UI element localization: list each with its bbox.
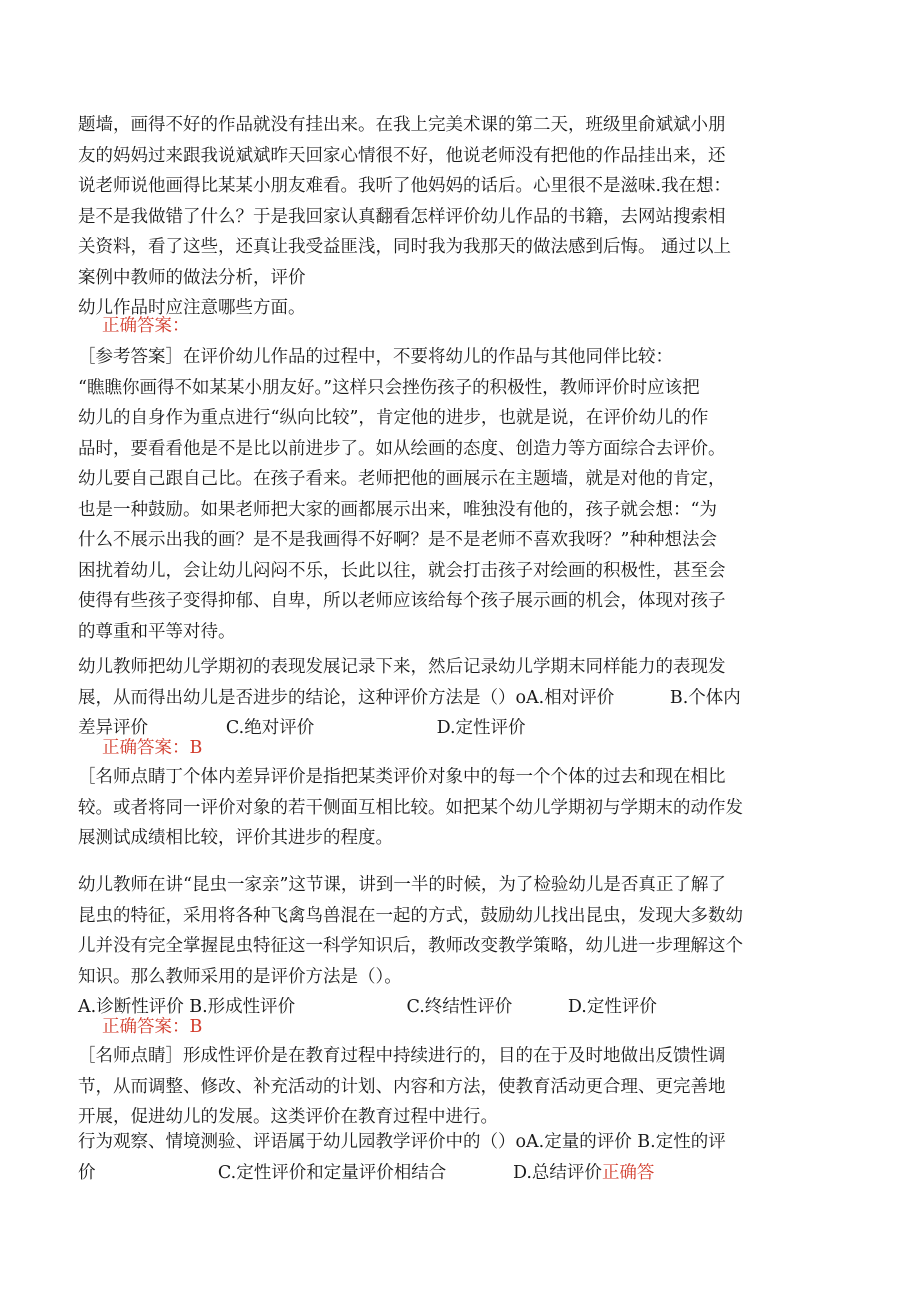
text-line: “瞧瞧你画得不如某某小朋友好。”这样只会挫伤孩子的积极性，教师评价时应该把 [78,377,700,398]
text-fragment: 价 C.定性评价和定量评价相结合 D.总结评价 [78,1162,602,1183]
text-line: 说老师说他画得比某某小朋友难看。我听了他妈妈的话后。心里很不是滋味.我在想： [78,176,732,196]
text-line: 节，从而调整、修改、补充活动的计划、内容和方法，使教育活动更合理、更完善地 [78,1076,726,1097]
text-line: 困扰着幼儿，会让幼儿闷闷不乐，长此以往，就会打击孩子对绘画的积极性，甚至会 [78,560,726,581]
text-line: 友的妈妈过来跟我说斌斌昨天回家心情很不好，他说老师没有把他的作品挂出来，还 [78,145,726,166]
text-line: 较。或者将同一评价对象的若干侧面互相比较。如把某个幼儿学期初与学期末的动作发 [78,797,743,818]
answer-label-fragment: 正确答 [601,1162,655,1183]
answer-label: 正确答案：B [102,738,203,758]
text-line: 幼儿的自身作为重点进行“纵向比较”，肯定他的进步，也就是说，在评价幼儿的作 [78,408,709,428]
text-line: 行为观察、情境测验、评语属于幼儿园教学评价中的（）oA.定量的评价 B.定性的评 [78,1132,726,1152]
question-1-text [78,110,840,324]
text-line: 幼儿教师把幼儿学期初的表现发展记录下来，然后记录幼儿学期末同样能力的表现发 [78,657,726,677]
question-2-text [78,652,840,744]
question-4-text [78,1127,840,1188]
text-line: 开展，促进幼儿的发展。这类评价在教育过程中进行。 [78,1107,498,1127]
text-line: 幼儿教师在讲“昆虫一家亲”这节课，讲到一半的时候，为了检验幼儿是否真正了解了 [78,875,726,895]
text-line: 是不是我做错了什么？于是我回家认真翻看怎样评价幼儿作品的书籍，去网站搜索相 [78,206,726,227]
question-1-explanation [78,342,840,647]
question-3-explanation [78,1041,840,1133]
answer-label: 正确答案：B [102,1017,203,1037]
text-line: 幼儿作品时应注意哪些方面。 [78,298,306,318]
text-line: 昆虫的特征，采用将各种飞禽鸟兽混在一起的方式，鼓励幼儿找出昆虫，发现大多数幼 [78,905,743,926]
question-3-text [78,870,840,1023]
text-line: 知识。那么教师采用的是评价方法是（）。 [78,966,402,987]
text-line: 儿并没有完全掌握昆虫特征这一科学知识后，教师改变教学策略，幼儿进一步理解这个 [78,936,743,956]
text-line: 展，从而得出幼儿是否进步的结论，这种评价方法是（）oA.相对评价 B.个体内 [78,687,741,708]
text-line: 品时，要看看他是不是比以前进步了。如从绘画的态度、创造力等方面综合去评价。 [78,438,726,459]
text-line: 差异评价 C.绝对评价 D.定性评价 [78,718,526,738]
answer-label: 正确答案： [102,316,190,336]
text-line: 的尊重和平等对待。 [78,621,236,642]
text-line: 也是一种鼓励。如果老师把大家的画都展示出来，唯独没有他的，孩子就会想：“为 [78,499,717,520]
text-line: ［参考答案］在评价幼儿作品的过程中，不要将幼儿的作品与其他同伴比较： [78,347,673,367]
text-line: 展测试成绩相比较，评价其进步的程度。 [78,828,393,848]
text-line: 案例中教师的做法分析，评价 [78,267,306,288]
text-line: ［名师点睛丁个体内差异评价是指把某类评价对象中的每一个个体的过去和现在相比 [78,767,726,787]
text-line: 使得有些孩子变得抑郁、自卑，所以老师应该给每个孩子展示画的机会，体现对孩子 [78,591,726,611]
text-line: 关资料，看了这些，还真让我受益匪浅，同时我为我那天的做法感到后悔。 通过以上 [78,237,732,257]
text-line [78,1158,840,1189]
question-2-explanation [78,762,840,854]
text-line: A.诊断性评价 B.形成性评价 C.终结性评价 D.定性评价 [78,997,657,1017]
text-line: 题墙，画得不好的作品就没有挂出来。在我上完美术课的第二天，班级里俞斌斌小朋 [78,115,726,135]
text-line: 幼儿要自己跟自己比。在孩子看来。老师把他的画展示在主题墙，就是对他的肯定， [78,469,726,489]
text-line: ［名师点睛］形成性评价是在教育过程中持续进行的，目的在于及时地做出反馈性调 [78,1046,726,1066]
text-line: 什么不展示出我的画？是不是我画得不好啊？是不是老师不喜欢我呀？”种种想法会 [78,530,717,550]
